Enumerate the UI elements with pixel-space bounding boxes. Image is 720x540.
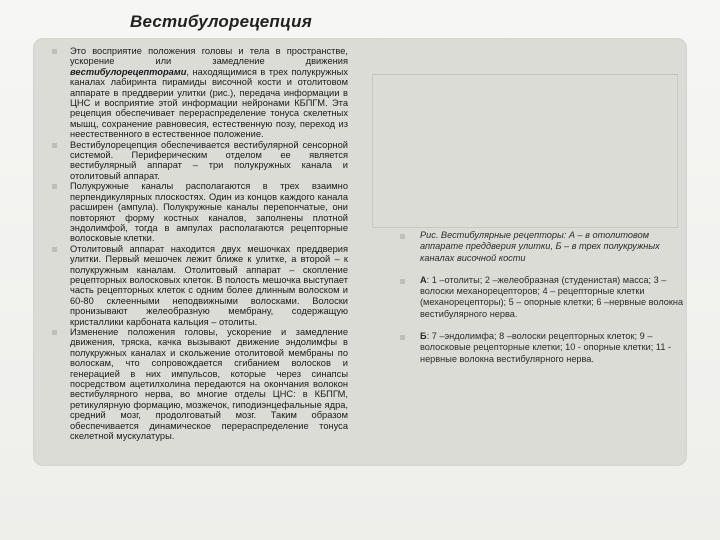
caption-text: Рис. Вестибулярные рецепторы: А – в отолитовом аппарате преддверия улитки, Б – в трех полукружных каналах височной кости	[420, 230, 660, 263]
bullet-icon	[52, 330, 57, 335]
legend-label: А	[420, 274, 427, 285]
left-column	[52, 46, 348, 441]
bullet-text: Изменение положения головы, ускорение и замедление движения, тряска, качка вызывают движение эндолимфы в полукружных каналах и скольжение отолитовой мембраны по волоскам, что сопровождается сгибанием волосков и генерацией в них импульсов, которые через синапсы посредством ацетилхолина передаются на окончания волокон вестибулярного нерва, во многие отделы ЦНС: в КБПГМ, ретикулярную формацию, мозжечок, гиподиэнцефальные ядра, средний мозг, продолговатый мозг. Таким образом обеспечивается динамическое перераспределение тонуса скелетной мускулатуры.	[70, 326, 348, 442]
legend-a	[400, 275, 692, 320]
left-bullet-5	[52, 327, 348, 441]
bullet-text: Вестибулорецепция обеспечивается вестибулярной сенсорной системой. Периферическим отделом ее является вестибулярный аппарат – три полукружных канала и отолитовый аппарат.	[70, 139, 348, 181]
legend-label: Б	[420, 331, 427, 342]
right-column	[400, 230, 692, 376]
bullet-text-post: , находящимися в трех полукружных каналах лабиринта пирамиды височной кости и отолитовом аппарате в преддверии улитки (рис.), передача информации в ЦНС и восприятие этой информации нейронами КБПГМ. Эта рецепция обеспечивает перераспределение тонуса скелетных мышц, сохранение равновесия, естественную позу, переход из неестественного в естественное положение.	[70, 66, 348, 140]
bullet-icon	[400, 234, 405, 239]
legend-b	[400, 331, 692, 365]
left-bullet-3	[52, 181, 348, 243]
bullet-icon	[400, 335, 405, 340]
legend-text: : 1 –отолиты; 2 –желеобразная (студенистая) масса; 3 –волоски механорецепторов; 4 – рецепторные клетки (механорецепторы); 5 – опорные клетки; 6 –нервные волокна вестибулярного нерва.	[420, 274, 684, 319]
left-bullet-4	[52, 244, 348, 327]
bullet-text: Полукружные каналы располагаются в трех взаимно перпендикулярных плоскостях. Один из концов каждого канала расширен (ампула). Полукружные каналы перепончатые, они повторяют форму костных каналов, заполнены плотной эндолимфой, тогда в ампулах располагаются рецепторные волосковые клетки.	[70, 181, 348, 244]
bullet-text: Отолитовый аппарат находится двух мешочках преддверия улитки. Первый мешочек лежит ближе к улитке, а второй – к полукружным каналам. Отолитовый аппарат – скопление рецепторных волосковых клеток. В полость мешочка выступает часть рецепторных клеток с одним более длинным волоском и 60-80 склеенными неподвижными волосками. Волоски пронизывают желеобразную мембрану, содержащую кристаллики карбоната кальция – отолиты.	[70, 243, 348, 327]
bullet-icon	[400, 279, 405, 284]
slide-title: Вестибулорецепция	[130, 12, 312, 31]
left-bullet-1	[52, 46, 348, 140]
bullet-icon	[52, 184, 57, 189]
bullet-text-pre: Это восприятие положения головы и тела в пространстве, ускорение или замедление движения	[70, 46, 348, 67]
figure-placeholder-frame	[372, 74, 678, 228]
legend-text: : 7 –эндолимфа; 8 –волоски рецепторных клеток; 9 –волосковые рецепторные клетки; 10 - опорные клетки; 11 - нервные волокна вестибулярного нерва.	[420, 331, 672, 364]
figure-caption	[400, 230, 692, 264]
bullet-icon	[52, 49, 57, 54]
bullet-icon	[52, 143, 57, 148]
bullet-icon	[52, 247, 57, 252]
left-bullet-2	[52, 140, 348, 182]
bullet-text-emph: вестибулорецепторами	[70, 66, 187, 77]
